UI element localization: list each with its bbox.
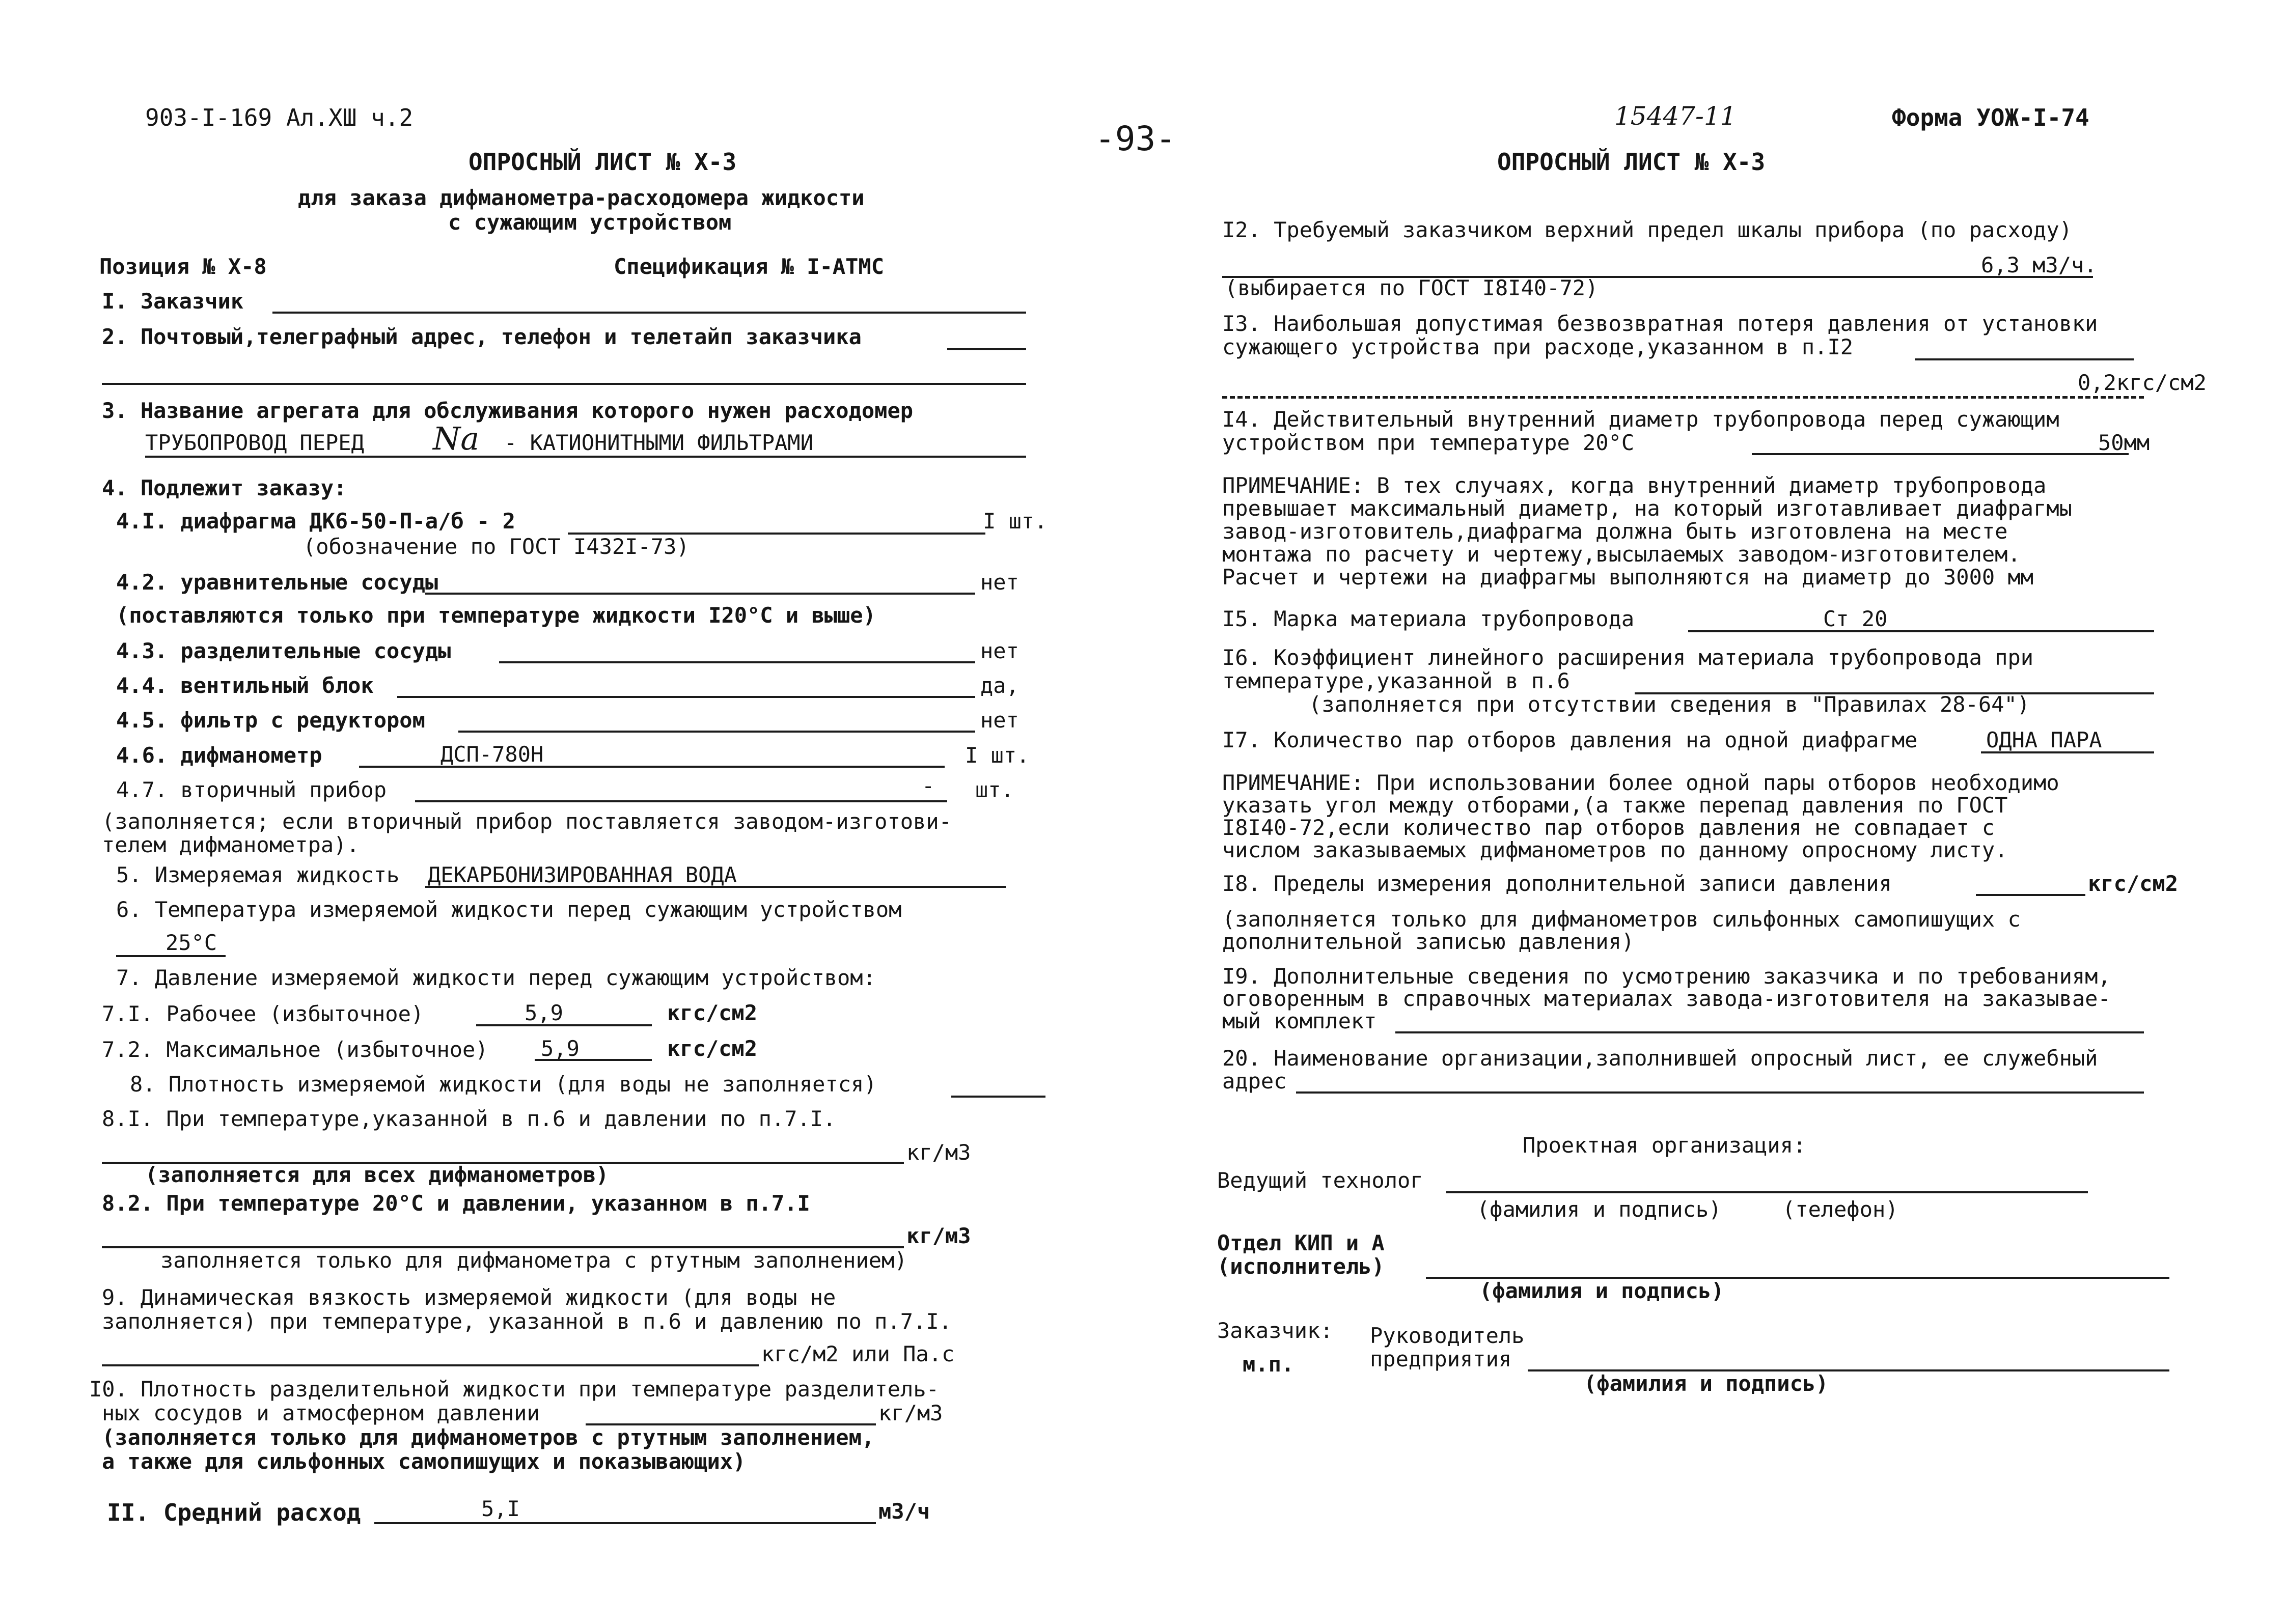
customer-label: Заказчик: <box>1217 1318 1333 1343</box>
item-4-7-note: (заполняется; если вторичный прибор поставляется заводом-изготови- <box>102 809 952 834</box>
item-10-label: I0. Плотность разделительной жидкости при температуре разделитель- <box>89 1377 939 1402</box>
item-7-2-unit: кгс/см2 <box>667 1036 758 1061</box>
item-3-label: 3. Название агрегата для обслуживания которого нужен расходомер <box>102 398 914 423</box>
item-10-note: (заполняется только для дифманометров с ртутным заполнением, <box>102 1425 875 1450</box>
item-4-2-line <box>425 593 975 595</box>
note-2-line-2: указать угол между отборами,(а также перепад давления по ГОСТ <box>1222 793 2008 818</box>
item-4-7-label: 4.7. вторичный прибор <box>116 777 387 802</box>
item-7-2-value: 5,9 <box>541 1036 580 1061</box>
item-13-label: I3. Наибольшая допустимая безвозвратная потеря давления от установки <box>1222 311 2098 336</box>
item-4-2-value: нет <box>980 570 1019 595</box>
item-19-label-2: оговоренным в справочных материалах завода-изготовителя на заказывае- <box>1222 986 2111 1011</box>
note-1-line-1: ПРИМЕЧАНИЕ: В тех случаях, когда внутренний диаметр трубопровода <box>1222 473 2047 498</box>
lead-technologist-line <box>1446 1191 2088 1193</box>
item-13-dash-line <box>1222 396 2144 399</box>
item-20-line <box>1296 1091 2144 1094</box>
item-19-label: I9. Дополнительные сведения по усмотрению заказчика и по требованиям, <box>1222 964 2111 989</box>
phone-caption: (телефон) <box>1782 1197 1898 1222</box>
item-4-2-label: 4.2. уравнительные сосуды <box>116 570 438 595</box>
form-title: ОПРОСНЫЙ ЛИСТ № X-3 <box>469 148 737 176</box>
head-label: Руководитель <box>1370 1323 1525 1348</box>
note-2-line-3: I8I40-72,если количество пар отборов давления не совпадает с <box>1222 815 1995 840</box>
item-8-label: 8. Плотность измеряемой жидкости (для воды не заполняется) <box>130 1072 877 1097</box>
stamp-place-label: м.п. <box>1243 1352 1295 1377</box>
item-4-3-value: нет <box>980 638 1019 663</box>
enterprise-label: предприятия <box>1370 1347 1512 1371</box>
item-8-2-label: 8.2. При температуре 20°С и давлении, указанном в п.7.I <box>102 1191 810 1216</box>
lead-technologist-label: Ведущий технолог <box>1217 1168 1423 1193</box>
item-4-1-qty: I шт. <box>983 509 1048 534</box>
specification-number: Спецификация № I-АТМС <box>614 254 885 279</box>
item-18-line <box>1976 894 2085 896</box>
item-1-label: I. Заказчик <box>102 289 244 314</box>
item-3-handwritten-na: Na <box>433 420 480 457</box>
item-4-5-line <box>458 731 975 733</box>
note-2-line-4: числом заказываемых дифманометров по данному опросному листу. <box>1222 837 2008 862</box>
note-1-line-4: монтажа по расчету и чертежу,высылаемых заводом-изготовителем. <box>1222 542 2021 567</box>
item-3-value-a: ТРУБОПРОВОД ПЕРЕД <box>145 430 364 455</box>
item-12-label: I2. Требуемый заказчиком верхний предел шкалы прибора (по расходу) <box>1222 217 2072 242</box>
page-number: -93- <box>1095 119 1176 158</box>
item-3-line <box>145 456 1026 458</box>
note-1-line-2: превышает максимальный диаметр, на который изготавливает диафрагмы <box>1222 496 2072 521</box>
item-13-line <box>1915 358 2134 360</box>
item-8-1-note: (заполняется для всех дифманометров) <box>145 1162 609 1187</box>
form-subtitle-2: с сужающим устройством <box>448 210 732 235</box>
item-14-label-2: устройством при температуре 20°С <box>1222 430 1635 455</box>
item-4-7-line <box>415 800 947 802</box>
item-14-label: I4. Действительный внутренний диаметр трубопровода перед сужающим <box>1222 407 2059 432</box>
item-6-label: 6. Температура измеряемой жидкости перед сужающим устройством <box>116 897 902 922</box>
item-10-label-2: ных сосудов и атмосферном давлении <box>102 1401 540 1425</box>
item-7-label: 7. Давление измеряемой жидкости перед сужающим устройством: <box>116 965 876 990</box>
item-3-value <box>145 431 364 455</box>
item-4-6-label: 4.6. дифманометр <box>116 743 322 768</box>
item-9-label-2: заполняется) при температуре, указанной в п.6 и давлению по п.7.I. <box>102 1309 952 1334</box>
item-8-2-note: заполняется только для дифманометра с ртутным заполнением) <box>160 1248 907 1273</box>
item-7-1-line <box>476 1024 652 1026</box>
item-18-note-2: дополнительной записью давления) <box>1222 929 1635 954</box>
item-2-label: 2. Почтовый,телеграфный адрес, телефон и телетайп заказчика <box>102 324 862 349</box>
item-16-label-2: температуре,указанной в п.6 <box>1222 668 1570 693</box>
signature-caption-1: (фамилия и подпись) <box>1477 1197 1722 1222</box>
right-form-title: ОПРОСНЫЙ ЛИСТ № X-3 <box>1497 148 1766 176</box>
note-2-line-1: ПРИМЕЧАНИЕ: При использовании более одной пары отборов необходимо <box>1222 770 2059 795</box>
item-7-2-label: 7.2. Максимальное (избыточное) <box>102 1037 488 1062</box>
item-4-label: 4. Подлежит заказу: <box>102 475 347 500</box>
item-8-1-label: 8.I. При температуре,указанной в п.6 и давлении по п.7.I. <box>102 1106 836 1131</box>
item-14-value: 50мм <box>2098 430 2150 455</box>
item-9-line <box>102 1364 759 1366</box>
item-7-1-label: 7.I. Рабочее (избыточное) <box>102 1001 424 1026</box>
item-4-4-line <box>397 696 975 698</box>
item-4-1-label: 4.I. диафрагма ДК6-50-П-а/б - 2 <box>116 509 515 534</box>
item-4-4-label: 4.4. вентильный блок <box>116 673 374 698</box>
item-12-note: (выбирается по ГОСТ I8I40-72) <box>1225 275 1599 300</box>
item-7-2-line <box>535 1059 652 1061</box>
item-6-line <box>116 955 226 957</box>
item-12-value: 6,3 м3/ч. <box>1981 253 2097 277</box>
item-4-3-label: 4.3. разделительные сосуды <box>116 638 451 663</box>
note-1-line-5: Расчет и чертежи на диафрагмы выполняются на диаметр до 3000 мм <box>1222 565 2034 590</box>
item-4-7-value: - <box>922 773 935 798</box>
item-3-value-b: - КАТИОНИТНЫМИ ФИЛЬТРАМИ <box>504 430 813 455</box>
item-13-label-2: сужающего устройства при расходе,указанном в п.I2 <box>1222 334 1854 359</box>
item-9-unit: кгс/м2 или Па.с <box>761 1341 955 1366</box>
item-19-label-3: мый комплект <box>1222 1009 1377 1033</box>
item-10-unit: кг/м3 <box>878 1401 943 1425</box>
item-11-line <box>374 1522 876 1524</box>
item-4-3-line <box>499 661 975 663</box>
note-1-line-3: завод-изготовитель,диафрагма должна быть изготовлена на месте <box>1222 519 2008 544</box>
department-label: Отдел КИП и А <box>1217 1230 1385 1255</box>
executor-label: (исполнитель) <box>1217 1254 1385 1279</box>
item-20-label: 20. Наименование организации,заполнившей опросный лист, ее служебный <box>1222 1046 2098 1071</box>
item-6-value: 25°С <box>166 930 217 955</box>
item-14-line <box>1752 453 2129 455</box>
form-subtitle: для заказа дифманометра-расходомера жидкости <box>298 185 865 210</box>
item-9-label: 9. Динамическая вязкость измеряемой жидкости (для воды не <box>102 1285 836 1310</box>
item-8-2-unit: кг/м3 <box>906 1223 971 1248</box>
item-4-5-value: нет <box>980 708 1019 733</box>
item-18-note: (заполняется только для дифманометров сильфонных самопишущих с <box>1222 907 2021 932</box>
item-11-value: 5,I <box>481 1496 520 1521</box>
item-5-label: 5. Измеряемая жидкость <box>116 862 400 887</box>
item-16-note: (заполняется при отсутствии сведения в "Правилах 28-64") <box>1309 692 2030 717</box>
signature-caption-3: (фамилия и подпись) <box>1584 1371 1829 1396</box>
item-17-label: I7. Количество пар отборов давления на одной диафрагме <box>1222 727 1918 752</box>
item-7-1-value: 5,9 <box>525 1000 563 1025</box>
item-5-value: ДЕКАРБОНИЗИРОВАННАЯ ВОДА <box>428 862 737 887</box>
item-19-line <box>1395 1031 2144 1033</box>
item-4-6-line <box>359 766 945 768</box>
item-8-line <box>951 1096 1045 1098</box>
item-2-line-b <box>102 383 1026 385</box>
item-4-1-note: (обозначение по ГОСТ I432I-73) <box>303 534 690 559</box>
item-2-line <box>947 348 1026 350</box>
item-11-label: II. Средний расход <box>107 1499 361 1526</box>
position-number: Позиция № X-8 <box>99 254 267 279</box>
item-4-2-note: (поставляются только при температуре жидкости I20°С и выше) <box>116 603 876 628</box>
form-code: Форма УОЖ-I-74 <box>1892 104 2089 131</box>
item-17-value: ОДНА ПАРА <box>1986 727 2102 752</box>
item-13-value: 0,2кгс/см2 <box>2078 370 2207 395</box>
item-16-label: I6. Коэффициент линейного расширения материала трубопровода при <box>1222 645 2034 670</box>
doc-code: 903-I-169 Ал.XШ ч.2 <box>145 104 414 131</box>
item-4-7-note-2: телем дифманометра). <box>102 832 360 857</box>
item-15-value: Ст 20 <box>1823 606 1888 631</box>
handwritten-code: 15447-11 <box>1614 101 1737 131</box>
item-4-4-value: да, <box>980 673 1019 698</box>
item-17-line <box>1981 751 2154 753</box>
item-15-line <box>1688 630 2154 632</box>
item-10-note-2: а также для сильфонных самопишущих и показывающих) <box>102 1449 746 1474</box>
item-4-6-value: ДСП-780Н <box>440 742 544 767</box>
project-organization: Проектная организация: <box>1523 1133 1806 1158</box>
item-18-unit: кгс/см2 <box>2088 871 2179 896</box>
item-15-label: I5. Марка материала трубопровода <box>1222 606 1635 631</box>
item-18-label: I8. Пределы измерения дополнительной записи давления <box>1222 871 1892 896</box>
item-4-6-qty: I шт. <box>965 743 1030 768</box>
signature-caption-2: (фамилия и подпись) <box>1479 1278 1724 1303</box>
item-4-5-label: 4.5. фильтр с редуктором <box>116 708 425 733</box>
item-20-label-2: адрес <box>1222 1069 1287 1094</box>
item-5-line <box>425 886 1006 888</box>
item-4-7-qty: шт. <box>975 777 1014 802</box>
item-8-1-unit: кг/м3 <box>906 1140 971 1165</box>
item-1-line <box>272 312 1026 314</box>
item-7-1-unit: кгс/см2 <box>667 1000 758 1025</box>
item-11-unit: м3/ч <box>878 1499 930 1524</box>
